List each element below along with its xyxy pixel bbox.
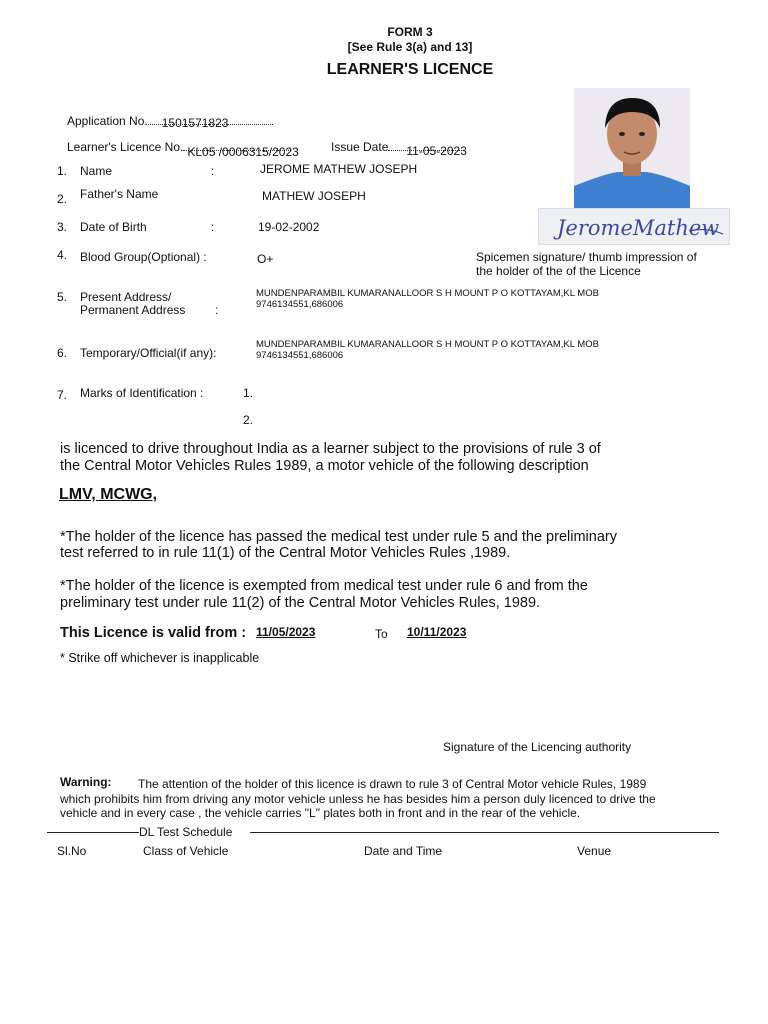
dob-value: 19-02-2002	[258, 220, 320, 234]
warning-label: Warning:	[60, 775, 112, 789]
page-title: LEARNER'S LICENCE	[326, 61, 494, 78]
item-number: 2.	[57, 192, 68, 206]
authority-signature-label: Signature of the Licencing authority	[443, 740, 632, 754]
column-header-class: Class of Vehicle	[143, 844, 229, 858]
licence-number-value: KL05 /0006315/2023	[187, 145, 299, 159]
blood-group-label: Blood Group(Optional) :	[80, 250, 207, 264]
medical-test-text: test referred to in rule 11(1) of the Central Motor Vehicles Rules ,1989.	[60, 545, 511, 561]
column-header-venue: Venue	[577, 844, 612, 858]
present-address-value: 9746134551,686006	[256, 299, 344, 310]
dob-label: Date of Birth	[80, 220, 147, 234]
present-address-label: Present Address/	[80, 290, 172, 304]
column-header-date: Date and Time	[364, 844, 443, 858]
issue-date-field	[331, 140, 467, 158]
item-number: 6.	[57, 346, 68, 360]
valid-to-date: 10/11/2023	[407, 625, 467, 639]
svg-text:JeromeMathew: JeromeMathew	[557, 216, 720, 240]
colon: :	[215, 303, 219, 317]
fathers-name-value: MATHEW JOSEPH	[262, 189, 366, 203]
column-header-slno: Sl.No	[57, 844, 87, 858]
identification-mark: 2.	[243, 413, 254, 427]
item-number: 3.	[57, 220, 68, 234]
specimen-caption: Spicemen signature/ thumb impression of	[476, 250, 697, 264]
schedule-title: DL Test Schedule	[139, 825, 233, 839]
licence-text: is licenced to drive throughout India as a learner subject to the provisions of rule 3 of	[60, 441, 601, 457]
holder-signature	[538, 208, 730, 245]
item-number: 4.	[57, 248, 68, 262]
holder-photo	[574, 88, 690, 208]
warning-text: which prohibits him from driving any motor vehicle unless he has besides him a person duly licenced to drive the	[60, 792, 656, 806]
name-label: Name	[80, 164, 113, 178]
issue-date-value: 11-05-2023	[406, 144, 467, 158]
licence-number-field	[67, 140, 299, 159]
colon: :	[211, 220, 215, 234]
temporary-address-value: MUNDENPARAMBIL KUMARANALLOOR S H MOUNT P O KOTTAYAM,KL MOB	[256, 339, 599, 350]
name-value: JEROME MATHEW JOSEPH	[260, 162, 418, 176]
permanent-address-label: Permanent Address	[80, 303, 186, 317]
warning-text: The attention of the holder of this licence is drawn to rule 3 of Central Motor vehicle Rules, 1989	[138, 777, 647, 791]
vehicle-class: LMV, MCWG,	[59, 486, 158, 503]
fathers-name-label: Father's Name	[80, 187, 159, 201]
specimen-caption: the holder of the of the Licence	[476, 264, 641, 278]
temporary-address-value: 9746134551,686006	[256, 350, 344, 361]
strike-note: * Strike off whichever is inapplicable	[60, 651, 260, 665]
signature-icon	[539, 209, 729, 244]
application-number-field	[67, 114, 273, 128]
licence-text: the Central Motor Vehicles Rules 1989, a motor vehicle of the following description	[60, 458, 589, 474]
present-address-value: MUNDENPARAMBIL KUMARANALLOOR S H MOUNT P O KOTTAYAM,KL MOB	[256, 288, 599, 299]
blood-group-value: O+	[257, 252, 274, 266]
person-portrait-icon	[574, 88, 690, 208]
exemption-text: preliminary test under rule 11(2) of the Central Motor Vehicles Rules, 1989.	[60, 595, 541, 611]
valid-from-date: 11/05/2023	[256, 625, 316, 639]
item-number: 5.	[57, 290, 68, 304]
rule-reference: [See Rule 3(a) and 13]	[347, 40, 473, 54]
form-number: FORM 3	[387, 25, 433, 39]
application-number-value: 1501571823	[161, 116, 229, 130]
issue-date-label: Issue Date	[331, 140, 389, 154]
licence-number-label: Learner's Licence No.	[67, 140, 184, 154]
identification-label: Marks of Identification :	[80, 386, 204, 400]
temporary-address-label: Temporary/Official(if any):	[80, 346, 217, 360]
application-number-label: Application No.	[67, 114, 148, 128]
schedule-divider	[47, 832, 139, 833]
item-number: 1.	[57, 164, 68, 178]
schedule-divider	[250, 832, 719, 833]
colon: :	[211, 164, 215, 178]
to-label: To	[375, 627, 388, 641]
exemption-text: *The holder of the licence is exempted from medical test under rule 6 and from the	[60, 578, 588, 594]
warning-text: vehicle and in every case , the vehicle carries "L" plates both in front and in the rear of the vehicle.	[60, 806, 581, 820]
medical-test-text: *The holder of the licence has passed the medical test under rule 5 and the preliminary	[60, 529, 617, 545]
item-number: 7.	[57, 388, 68, 402]
identification-mark: 1.	[243, 386, 254, 400]
validity-label: This Licence is valid from :	[60, 625, 247, 641]
